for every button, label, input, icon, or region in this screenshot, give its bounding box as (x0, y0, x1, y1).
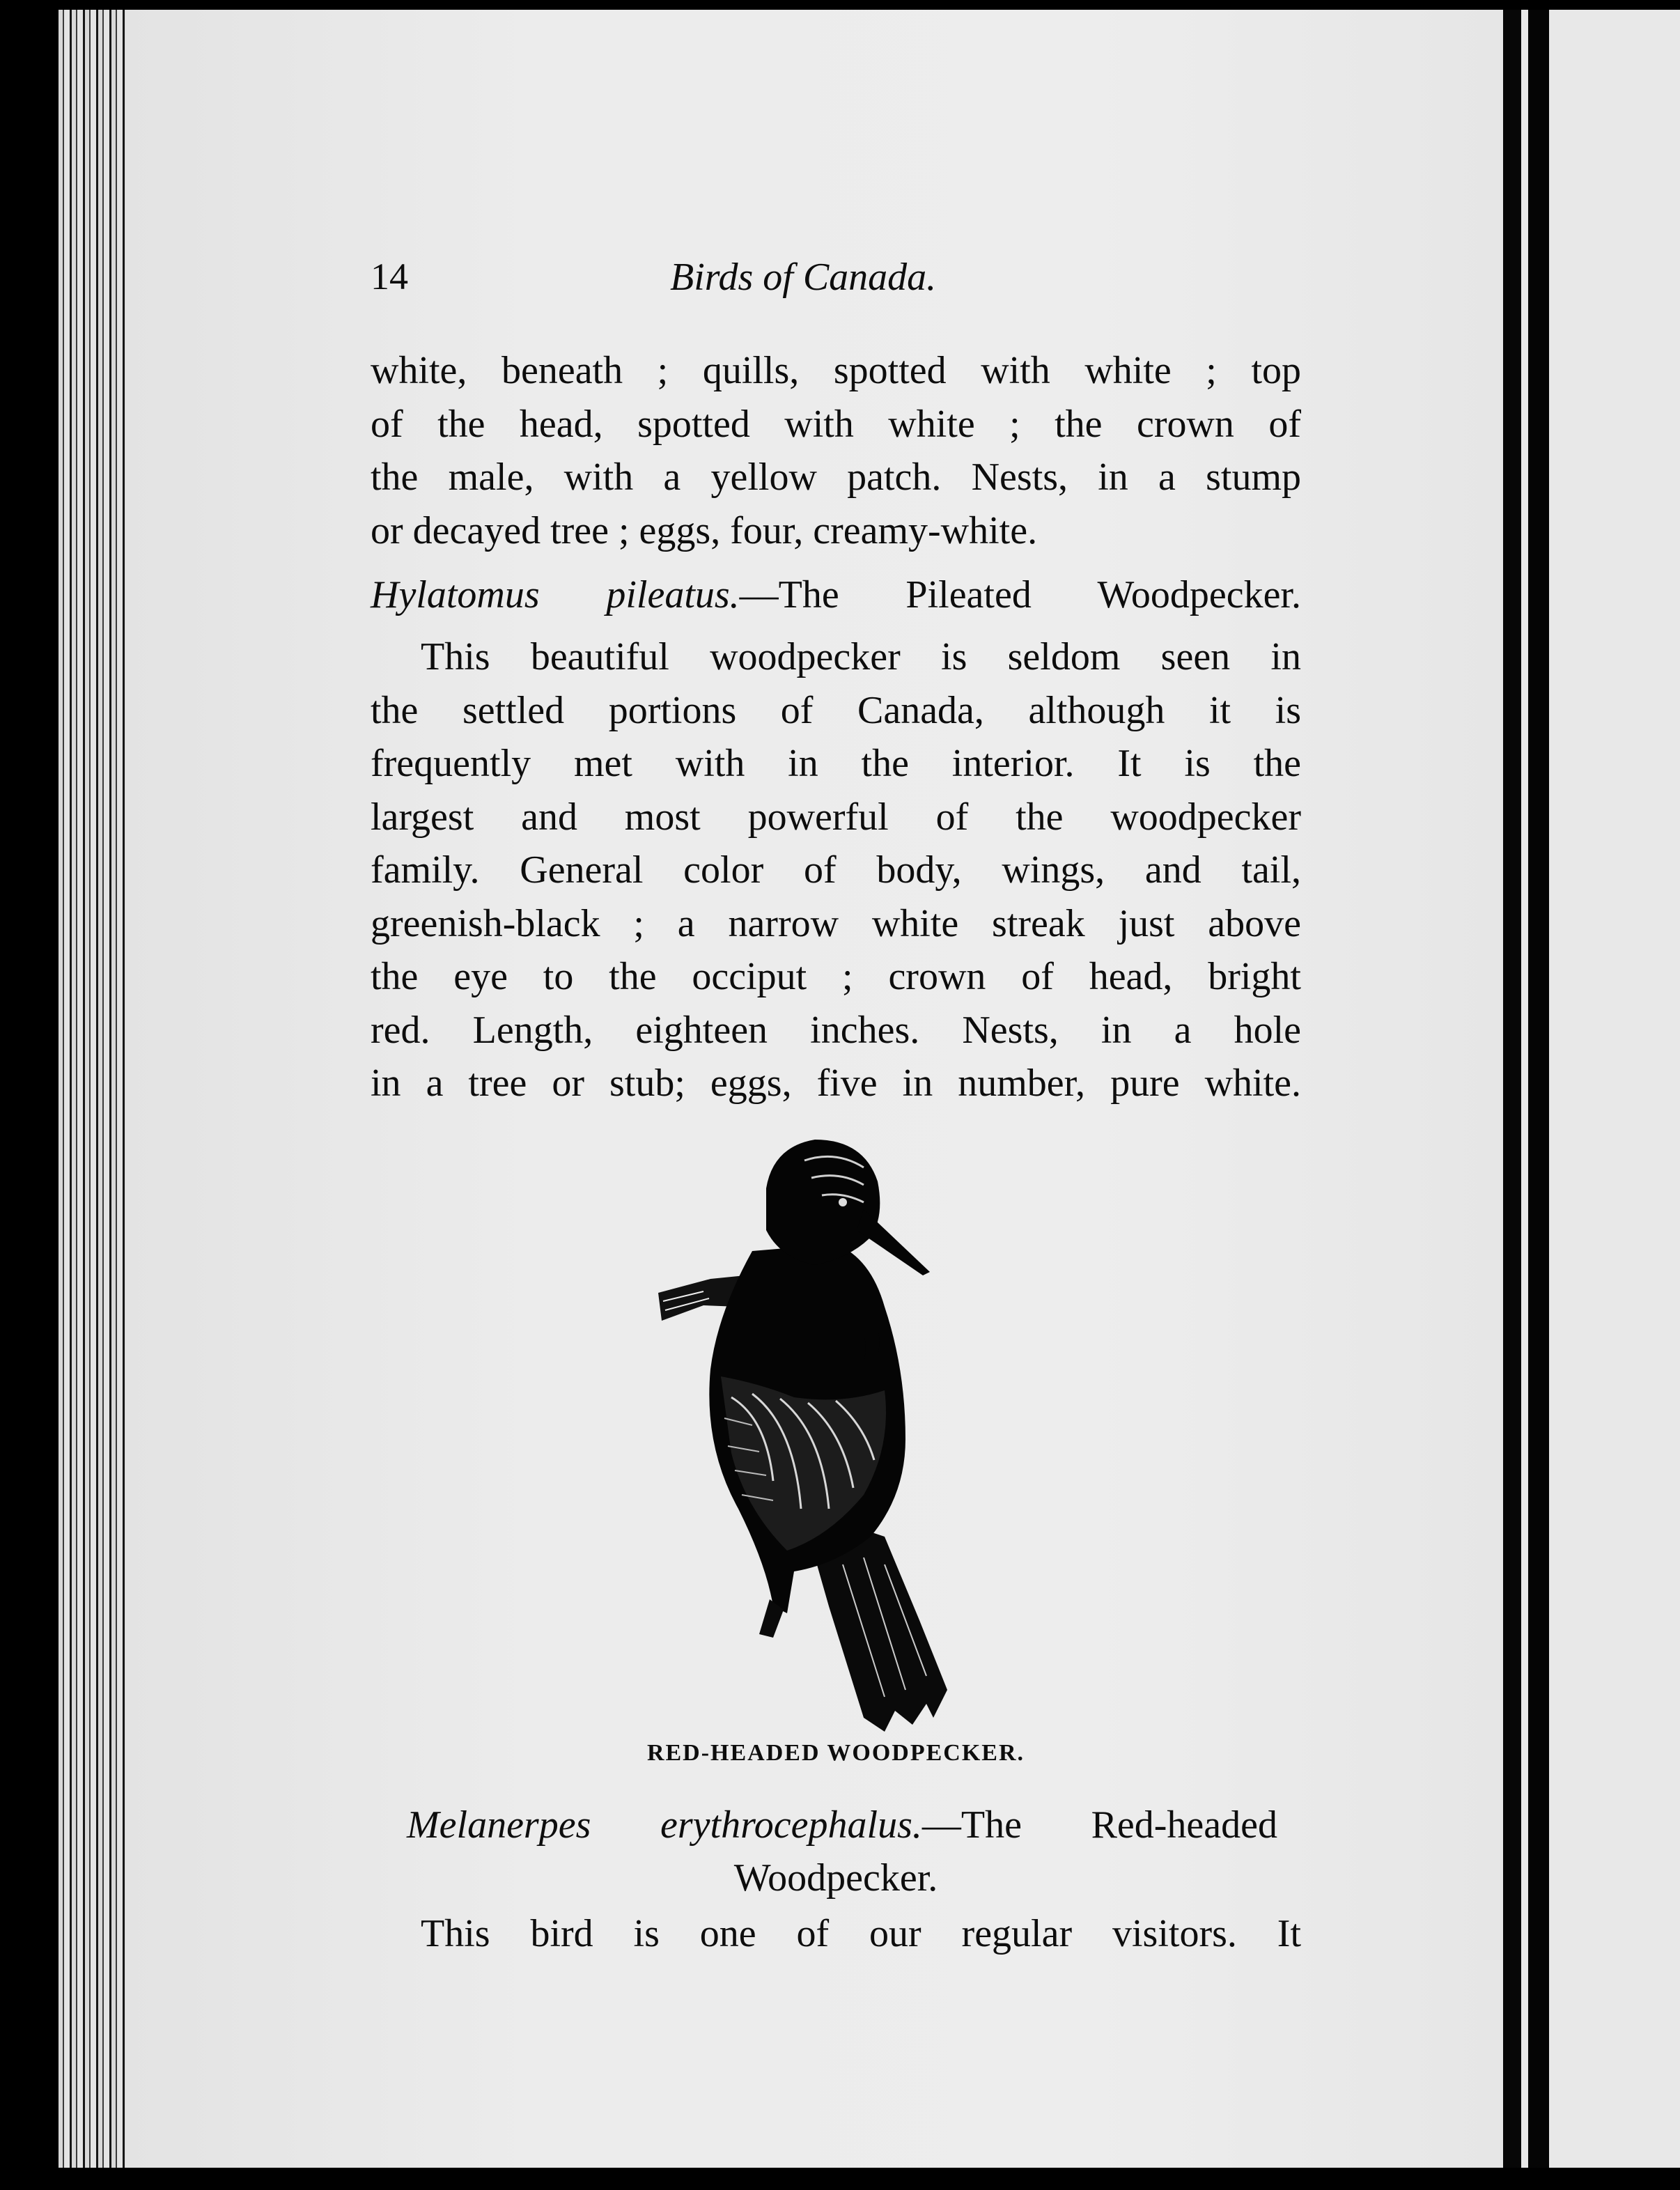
species-common-name: —The Red-headed (921, 1803, 1277, 1847)
text-line: of the head, spotted with white ; the crown of (371, 402, 1301, 446)
text-line: the settled portions of Canada, although it is (371, 688, 1301, 732)
text-line: red. Length, eighteen inches. Nests, in a hole (371, 1008, 1301, 1052)
species-latin-name: Hylatomus pileatus. (371, 573, 740, 616)
species-heading-red-headed-continued: Woodpecker. (733, 1856, 938, 1900)
paragraph-pileated (371, 630, 1301, 1110)
text-line: family. General color of body, wings, and tail, (371, 848, 1301, 892)
paragraph-red-headed (371, 1907, 1301, 1961)
paragraph-continued (371, 344, 1301, 557)
facing-page-edge (1521, 10, 1680, 2168)
running-title: Birds of Canada. (670, 256, 937, 299)
text-line: frequently met with in the interior. It is the (371, 742, 1301, 785)
book-gutter (1503, 10, 1521, 2168)
species-latin-name: Melanerpes erythrocephalus. (407, 1803, 922, 1847)
text-line: the male, with a yellow patch. Nests, in a stump (371, 456, 1301, 499)
text-line: largest and most powerful of the woodpecker (371, 795, 1301, 839)
species-heading-red-headed (407, 1799, 1277, 1851)
woodpecker-illustration-icon (655, 1119, 1031, 1746)
text-line: the eye to the occiput ; crown of head, bright (371, 955, 1301, 998)
text-line: or decayed tree ; eggs, four, creamy-white. (371, 508, 1038, 552)
text-line: This beautiful woodpecker is seldom seen in (421, 635, 1301, 678)
page-edge-stack (59, 10, 125, 2168)
scan-border-left (0, 0, 59, 2190)
species-heading-pileated (371, 568, 1301, 621)
text-line: white, beneath ; quills, spotted with white ; top (371, 349, 1301, 392)
scan-border-top (0, 0, 1680, 10)
text-line: in a tree or stub; eggs, five in number, pure white. (371, 1062, 1301, 1105)
text-line: greenish-black ; a narrow white streak just above (371, 901, 1301, 945)
species-common-name: —The Pileated Woodpecker. (739, 573, 1301, 616)
figure-caption: RED-HEADED WOODPECKER. (646, 1740, 1025, 1766)
running-head (371, 255, 1301, 311)
scan-border-bottom (0, 2168, 1680, 2190)
page-number: 14 (371, 256, 408, 297)
text-line: This bird is one of our regular visitors. It (421, 1912, 1301, 1955)
